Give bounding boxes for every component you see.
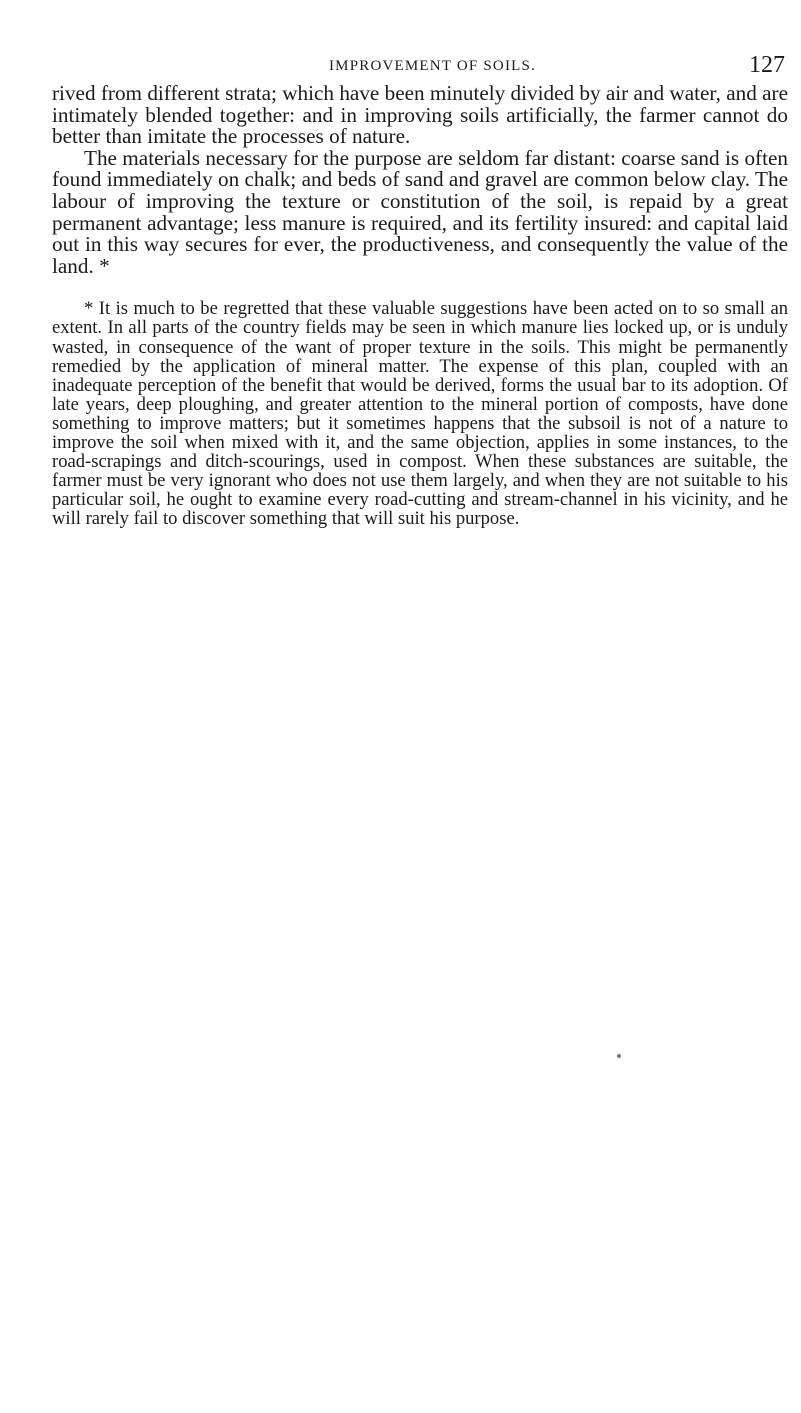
footnote: * It is much to be regretted that these valuable suggestions have been acted on to so small an extent. In all parts of the country fields may be seen in which manure lies locked up, or is unduly wasted, in consequence of the want of proper texture in the soils. This might be permanently remedied by the application of mineral matter. The expense of this plan, coupled with an inadequate perception of the benefit that would be derived, forms the usual bar to its adoption. Of late years, deep ploughing, and greater attention to the mineral portion of composts, have done something to improve matters; but it sometimes happens that the subsoil is not of a nature to improve the soil when mixed with it, and the same objection, applies in some instances, to the road-scrapings and ditch-scourings, used in compost. When these substances are suitable, the farmer must be very ignorant who does not use them largely, and when they are not suitable to his particular soil, he ought to examine every road-cutting and stream-channel in his vicinity, and he will rarely fail to discover something that will suit his purpose.: [52, 298, 788, 530]
print-speck: [617, 1054, 621, 1058]
paragraph-2: The materials necessary for the purpose are seldom far distant: coarse sand is often found immediately on chalk; and beds of sand and gravel are common below clay. The labour of improving the texture or constitution of the soil, is repaid by a great permanent advantage; less manure is required, and its fertility insured: and capital laid out in this way secures for ever, the productiveness, and consequently the value of the land. *: [52, 145, 788, 278]
page-number: 127: [749, 52, 785, 78]
running-head: IMPROVEMENT OF SOILS.: [328, 58, 537, 74]
body-text: [52, 83, 788, 528]
paragraph-1: rived from different strata; which have been minutely divided by air and water, and are intimately blended together: and in improving soils artificially, the farmer cannot do better than imitate the processes of nature.: [52, 81, 788, 149]
